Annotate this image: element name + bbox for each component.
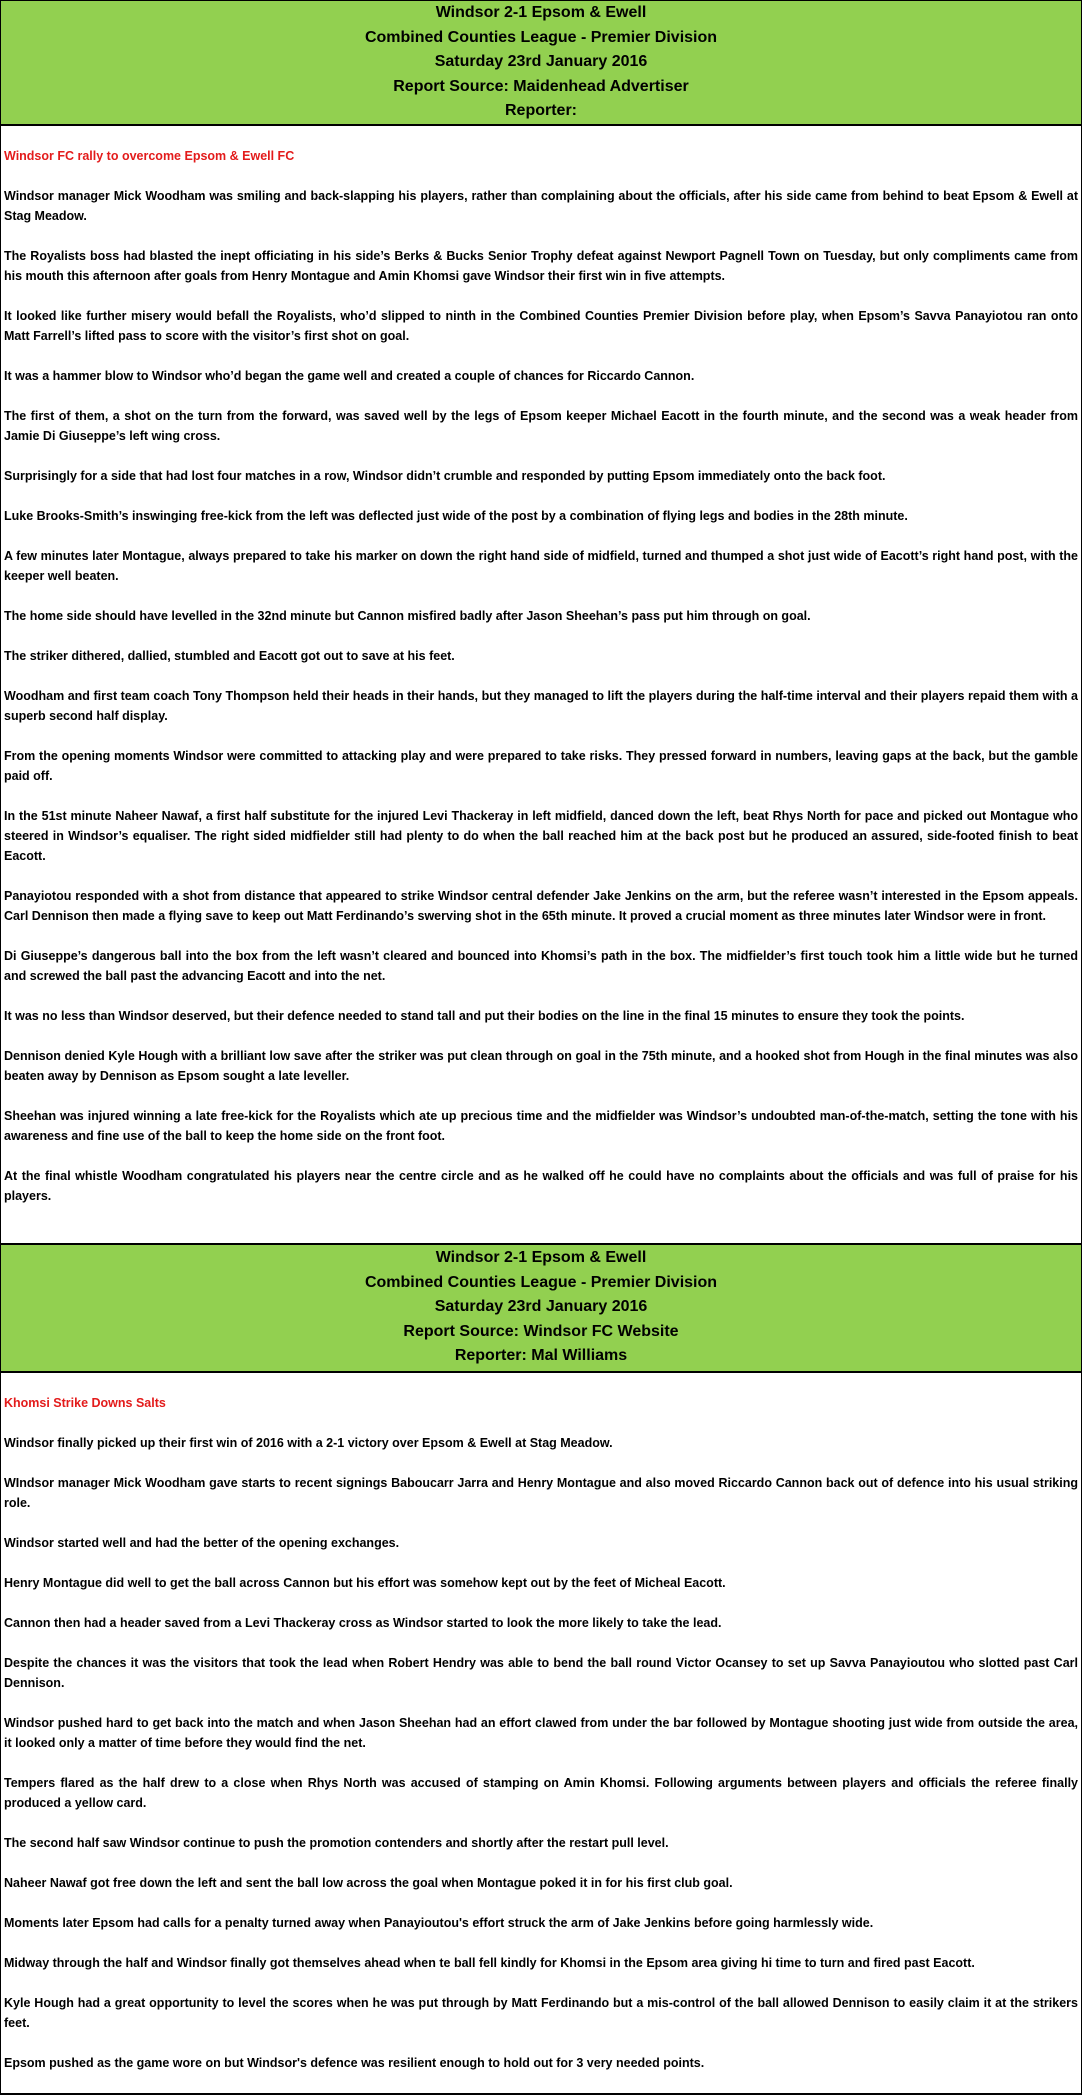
league-name: Combined Counties League - Premier Division xyxy=(364,1273,718,1291)
paragraph: From the opening moments Windsor were committed to attacking play and were prepared to take risks. They pressed forward in numbers, leaving gaps at the back, but the gamble paid off. xyxy=(4,749,1078,783)
league-name: Combined Counties League - Premier Division xyxy=(364,28,718,46)
paragraph: Midway through the half and Windsor finally got themselves ahead when te ball fell kindly for Khomsi in the Epsom area giving hi time to turn and fired past Eacott. xyxy=(4,1956,975,1970)
report-article-1 xyxy=(1,126,1081,1243)
paragraph: It was no less than Windsor deserved, but their defence needed to stand tall and put their bodies on the line in the final 15 minutes to ensure they took the points. xyxy=(4,1009,965,1023)
reporter: Reporter: Mal Williams xyxy=(454,1347,628,1365)
paragraph: Henry Montague did well to get the ball across Cannon but his effort was somehow kept out by the feet of Micheal Eacott. xyxy=(4,1576,726,1590)
report-header-2 xyxy=(1,1243,1081,1373)
paragraph: It was a hammer blow to Windsor who’d began the game well and created a couple of chances for Riccardo Cannon. xyxy=(4,369,695,383)
paragraph: A few minutes later Montague, always prepared to take his marker on down the right hand side of midfield, turned and thumped a shot just wide of Eacott’s right hand post, with the keeper well beaten. xyxy=(4,549,1078,583)
paragraph: Panayiotou responded with a shot from distance that appeared to strike Windsor central defender Jake Jenkins on the arm, but the referee wasn’t interested in the Epsom appeals. Carl Dennison then made a flying save to keep out Matt Ferdinando’s swerving shot in the 65th minute. It proved a crucial moment as three minutes later Windsor were in front. xyxy=(4,889,1078,923)
paragraph: The striker dithered, dallied, stumbled and Eacott got out to save at his feet. xyxy=(4,649,455,663)
match-title: Windsor 2-1 Epsom & Ewell xyxy=(435,1249,647,1266)
paragraph: Windsor manager Mick Woodham was smiling and back-slapping his players, rather than complaining about the officials, after his side came from behind to beat Epsom & Ewell at Stag Meadow. xyxy=(4,189,1078,223)
paragraph: Di Giuseppe’s dangerous ball into the box from the left wasn’t cleared and bounced into Khomsi’s path in the box. The midfielder’s first touch took him a little wide but he turned and screwed the ball past the advancing Eacott and into the net. xyxy=(4,949,1078,983)
paragraph: Epsom pushed as the game wore on but Windsor's defence was resilient enough to hold out for 3 very needed points. xyxy=(4,2056,705,2070)
headline: Windsor FC rally to overcome Epsom & Ewell FC xyxy=(4,149,295,163)
paragraph: Despite the chances it was the visitors that took the lead when Robert Hendry was able to bend the ball round Victor Ocansey to set up Savva Panayioutou who slotted past Carl Dennison. xyxy=(4,1656,1078,1690)
report-source: Report Source: Windsor FC Website xyxy=(403,1322,679,1340)
paragraph: Luke Brooks-Smith’s inswinging free-kick from the left was deflected just wide of the post by a combination of flying legs and bodies in the 28th minute. xyxy=(4,509,908,523)
paragraph: Windsor pushed hard to get back into the match and when Jason Sheehan had an effort clawed from under the bar followed by Montague shooting just wide from outside the area, it looked only a matter of time before they would find the net. xyxy=(4,1716,1078,1750)
report-header-1 xyxy=(1,0,1081,126)
paragraph: Sheehan was injured winning a late free-kick for the Royalists which ate up precious time and the midfielder was Windsor’s undoubted man-of-the-match, setting the tone with his awareness and fine use of the ball to keep the home side on the front foot. xyxy=(4,1109,1078,1143)
match-date: Saturday 23rd January 2016 xyxy=(434,53,648,71)
report-source: Report Source: Maidenhead Advertiser xyxy=(393,77,689,95)
paragraph: Windsor started well and had the better of the opening exchanges. xyxy=(4,1536,400,1550)
paragraph: The Royalists boss had blasted the inept officiating in his side’s Berks & Bucks Senior Trophy defeat against Newport Pagnell Town on Tuesday, but only compliments came from his mouth this afternoon after goals from Henry Montague and Amin Khomsi gave Windsor their first win in five attempts. xyxy=(4,249,1078,283)
match-title: Windsor 2-1 Epsom & Ewell xyxy=(435,4,647,21)
paragraph: Woodham and first team coach Tony Thompson held their heads in their hands, but they managed to lift the players during the half-time interval and their players repaid them with a superb second half display. xyxy=(4,689,1078,723)
paragraph: Moments later Epsom had calls for a penalty turned away when Panayioutou's effort struck the arm of Jake Jenkins before going harmlessly wide. xyxy=(4,1916,874,1930)
reporter: Reporter: xyxy=(504,102,577,120)
paragraph: The home side should have levelled in the 32nd minute but Cannon misfired badly after Jason Sheehan’s pass put him through on goal. xyxy=(4,609,811,623)
paragraph: Naheer Nawaf got free down the left and sent the ball low across the goal when Montague poked it in for his first club goal. xyxy=(4,1876,733,1890)
paragraph: WIndsor manager Mick Woodham gave starts to recent signings Baboucarr Jarra and Henry Montague and also moved Riccardo Cannon back out of defence into his usual striking role. xyxy=(4,1476,1078,1510)
paragraph: In the 51st minute Naheer Nawaf, a first half substitute for the injured Levi Thackeray in left midfield, danced down the left, beat Rhys North for pace and picked out Montague who steered in Windsor’s equaliser. The right sided midfielder still had plenty to do when the ball reached him at the back post but he produced an assured, side-footed finish to beat Eacott. xyxy=(4,809,1078,863)
paragraph: Tempers flared as the half drew to a close when Rhys North was accused of stamping on Amin Khomsi. Following arguments between players and officials the referee finally produced a yellow card. xyxy=(4,1776,1078,1810)
paragraph: Surprisingly for a side that had lost four matches in a row, Windsor didn’t crumble and responded by putting Epsom immediately onto the back foot. xyxy=(4,469,886,483)
paragraph: The second half saw Windsor continue to push the promotion contenders and shortly after the restart pull level. xyxy=(4,1836,669,1850)
paragraph: Dennison denied Kyle Hough with a brilliant low save after the striker was put clean through on goal in the 75th minute, and a hooked shot from Hough in the final minutes was also beaten away by Dennison as Epsom sought a late leveller. xyxy=(4,1049,1078,1083)
paragraph: The first of them, a shot on the turn from the forward, was saved well by the legs of Epsom keeper Michael Eacott in the fourth minute, and the second was a weak header from Jamie Di Giuseppe’s left wing cross. xyxy=(4,409,1078,443)
match-date: Saturday 23rd January 2016 xyxy=(434,1298,648,1316)
paragraph: It looked like further misery would befall the Royalists, who’d slipped to ninth in the Combined Counties Premier Division before play, when Epsom’s Savva Panayiotou ran onto Matt Farrell’s lifted pass to score with the visitor’s first shot on goal. xyxy=(4,309,1078,343)
paragraph: Windsor finally picked up their first win of 2016 with a 2-1 victory over Epsom & Ewell at Stag Meadow. xyxy=(4,1436,613,1450)
paragraph: Kyle Hough had a great opportunity to level the scores when he was put through by Matt Ferdinando but a mis-control of the ball allowed Dennison to easily claim it at the strikers feet. xyxy=(4,1996,1078,2030)
paragraph: At the final whistle Woodham congratulated his players near the centre circle and as he walked off he could have no complaints about the officials and was full of praise for his players. xyxy=(4,1169,1078,1203)
report-article-2 xyxy=(1,1373,1081,2093)
headline: Khomsi Strike Downs Salts xyxy=(4,1396,166,1410)
paragraph: Cannon then had a header saved from a Levi Thackeray cross as Windsor started to look the more likely to take the lead. xyxy=(4,1616,722,1630)
